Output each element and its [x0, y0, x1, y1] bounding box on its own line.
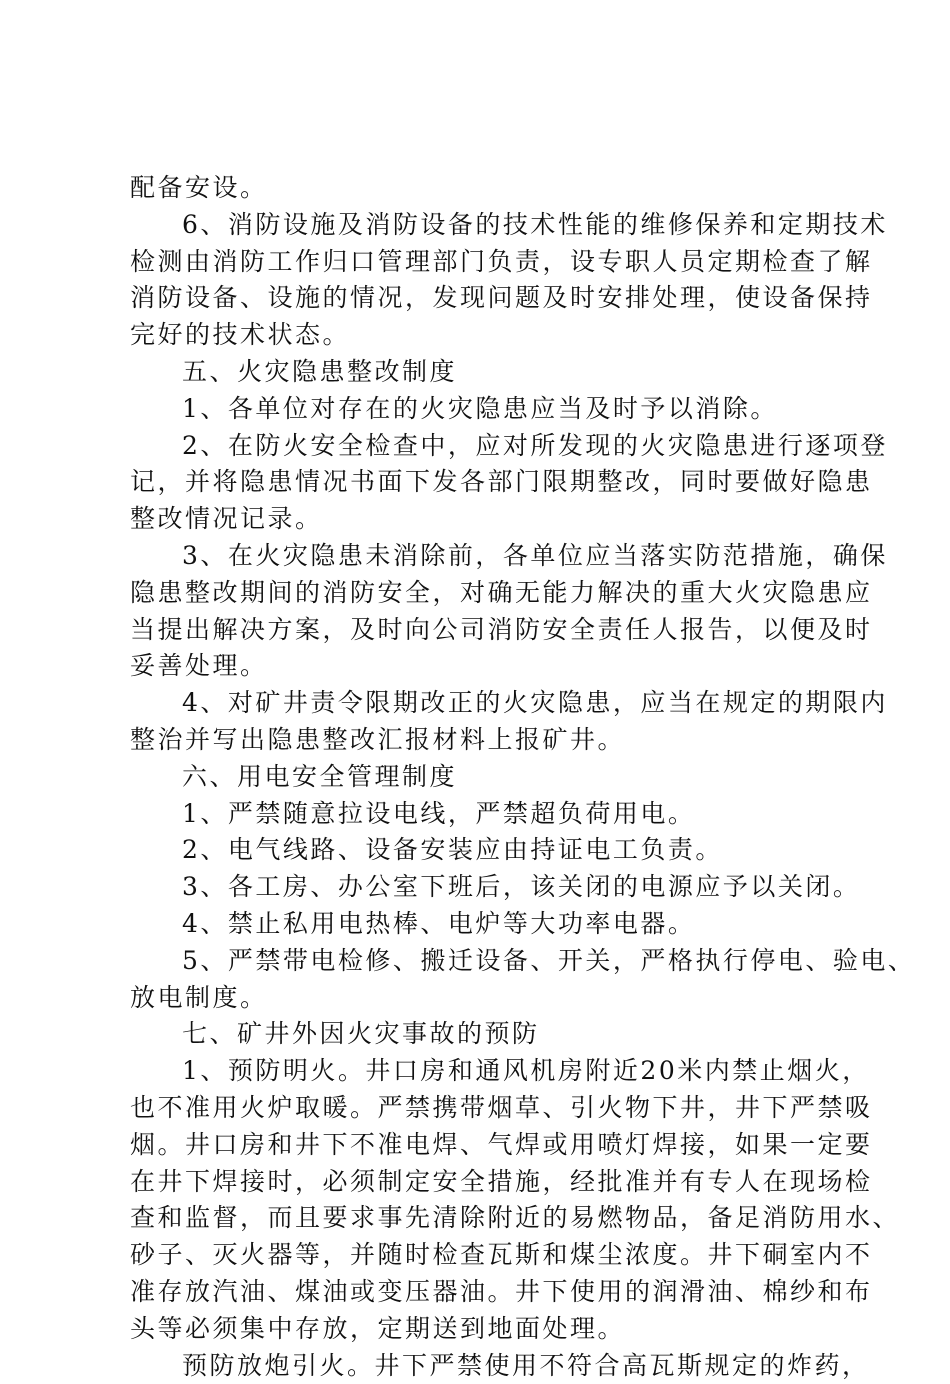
text-line: 6、消防设施及消防设备的技术性能的维修保养和定期技术 — [130, 207, 830, 244]
text-line: 2、电气线路、设备安装应由持证电工负责。 — [130, 832, 830, 869]
text-line: 配备安设。 — [130, 170, 830, 207]
text-line: 5、严禁带电检修、搬迁设备、开关，严格执行停电、验电、 — [130, 943, 830, 980]
text-line: 1、严禁随意拉设电线，严禁超负荷用电。 — [130, 796, 830, 833]
text-line: 头等必须集中存放，定期送到地面处理。 — [130, 1311, 830, 1348]
text-line: 查和监督，而且要求事先清除附近的易燃物品，备足消防用水、 — [130, 1200, 830, 1237]
text-line: 准存放汽油、煤油或变压器油。井下使用的润滑油、棉纱和布 — [130, 1274, 830, 1311]
text-line: 1、各单位对存在的火灾隐患应当及时予以消除。 — [130, 391, 830, 428]
text-line: 整治并写出隐患整改汇报材料上报矿井。 — [130, 722, 830, 759]
text-line: 在井下焊接时，必须制定安全措施，经批准并有专人在现场检 — [130, 1164, 830, 1201]
document-body — [130, 170, 830, 1384]
text-line: 当提出解决方案，及时向公司消防安全责任人报告，以便及时 — [130, 612, 830, 649]
text-line: 预防放炮引火。井下严禁使用不符合高瓦斯规定的炸药， — [130, 1348, 830, 1384]
text-line: 检测由消防工作归口管理部门负责，设专职人员定期检查了解 — [130, 244, 830, 281]
text-line: 完好的技术状态。 — [130, 317, 830, 354]
text-line: 记，并将隐患情况书面下发各部门限期整改，同时要做好隐患 — [130, 464, 830, 501]
text-line: 3、在火灾隐患未消除前，各单位应当落实防范措施，确保 — [130, 538, 830, 575]
text-line: 整改情况记录。 — [130, 501, 830, 538]
text-line: 也不准用火炉取暖。严禁携带烟草、引火物下井，井下严禁吸 — [130, 1090, 830, 1127]
section-heading: 五、火灾隐患整改制度 — [130, 354, 830, 391]
text-line: 2、在防火安全检查中，应对所发现的火灾隐患进行逐项登 — [130, 428, 830, 465]
text-line: 妥善处理。 — [130, 648, 830, 685]
text-line: 消防设备、设施的情况，发现问题及时安排处理，使设备保持 — [130, 280, 830, 317]
text-line: 隐患整改期间的消防安全，对确无能力解决的重大火灾隐患应 — [130, 575, 830, 612]
text-line: 4、禁止私用电热棒、电炉等大功率电器。 — [130, 906, 830, 943]
text-line: 砂子、灭火器等，并随时检查瓦斯和煤尘浓度。井下硐室内不 — [130, 1237, 830, 1274]
text-line: 放电制度。 — [130, 980, 830, 1017]
text-line: 烟。井口房和井下不准电焊、气焊或用喷灯焊接，如果一定要 — [130, 1127, 830, 1164]
text-line: 4、对矿井责令限期改正的火灾隐患，应当在规定的期限内 — [130, 685, 830, 722]
text-line: 1、预防明火。井口房和通风机房附近20米内禁止烟火， — [130, 1053, 830, 1090]
section-heading: 六、用电安全管理制度 — [130, 759, 830, 796]
text-line: 3、各工房、办公室下班后，该关闭的电源应予以关闭。 — [130, 869, 830, 906]
section-heading: 七、矿井外因火灾事故的预防 — [130, 1016, 830, 1053]
